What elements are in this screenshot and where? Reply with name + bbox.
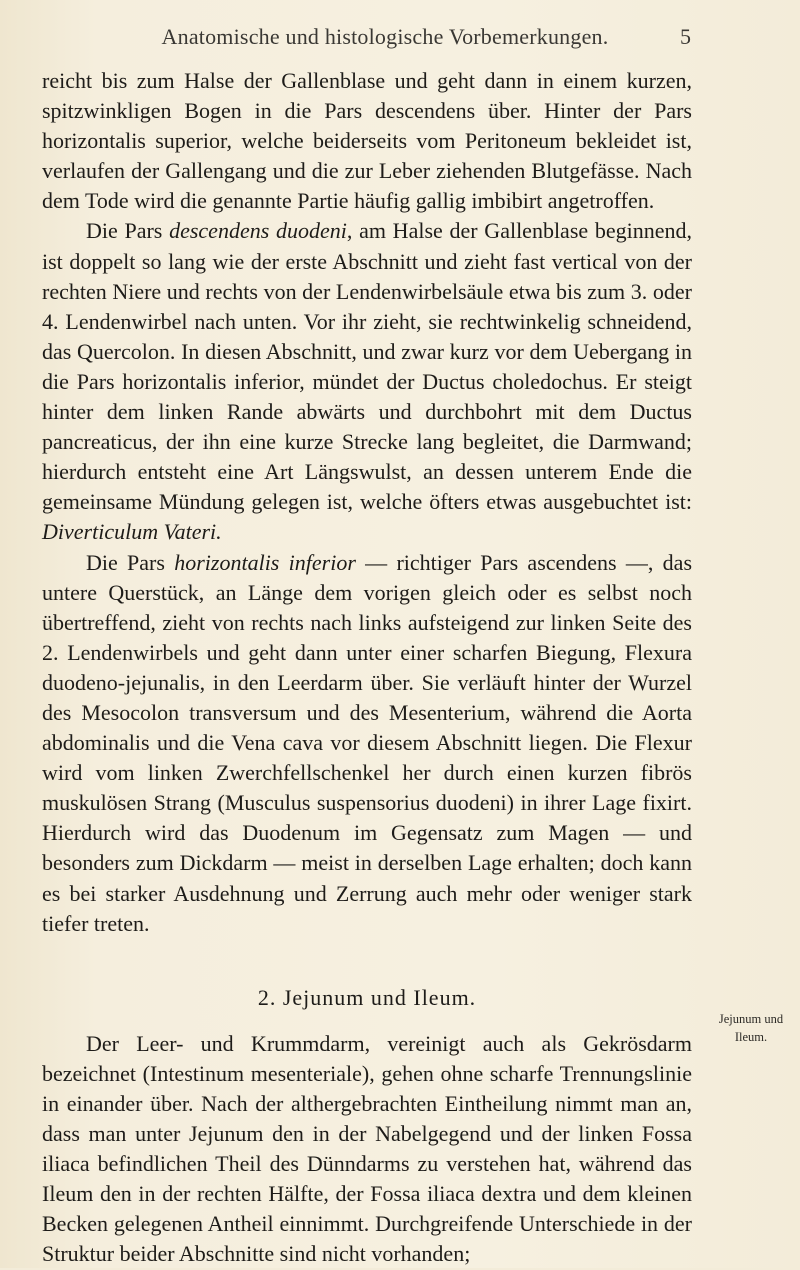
paragraph-list (42, 66, 692, 939)
italic-term: horizontalis inferior (174, 549, 356, 575)
text-segment: Die Pars (86, 218, 170, 244)
paragraph (42, 66, 692, 216)
italic-term: Diverticulum Vateri. (42, 519, 222, 545)
text-segment: reicht bis zum Halse der Gallenblase und geht dann in einem kurzen, spitzwinkligen Bogen in die Pars descendens über. Hinter der Pars horizontalis superior, welche beiderseits vom Peritoneum bekleidet ist, verlaufen der Gallengang und die zur Leber ziehenden Blutgefässe. Nach dem Tode wird die genannte Partie häufig gallig imbibirt angetroffen. (42, 68, 692, 214)
section-heading: 2. Jejunum und Ileum. (257, 984, 477, 1010)
running-head (0, 24, 800, 56)
section-paragraph: Der Leer- und Krummdarm, vereinigt auch als Gekrösdarm bezeichnet (Intestinum mesenteriale), gehen ohne scharfe Trennungslinie in einander über. Nach der althergebrachten Eintheilung nimmt man an, dass man unter Jejunum den in der Nabelgegend und der linken Fossa iliaca befindlichen Theil des Dünndarms zu verstehen hat, während das Ileum den in der rechten Hälfte, der Fossa iliaca dextra und dem kleinen Becken gelegenen Antheil einnimmt. Durchgreifende Unterschiede in der Struktur beider Abschnitte sind nicht vorhanden; (42, 1030, 692, 1267)
text-segment: Die Pars (86, 549, 175, 575)
italic-term: descendens duodeni (169, 218, 347, 244)
text-segment: — richtiger Pars ascendens —, das untere Querstück, an Länge dem vorigen gleich oder es selbst noch übertreffend, zieht von rechts nach links aufsteigend zur linken Seite des 2. Lendenwirbels und geht dann unter einer scharfen Biegung, Flexura duodeno-jejunalis, in den Leerdarm über. Sie verläuft hinter der Wurzel des Mesocolon transversum und des Mesenterium, während die Aorta abdominalis und die Vena cava vor diesem Abschnitt liegen. Die Flexur wird vom linken Zwerchfellschenkel her durch einen kurzen fibrös muskulösen Strang (Musculus suspensorius duodeni) in ihrer Lage fixirt. Hierdurch wird das Duodenum im Gegensatz zum Magen — und besonders zum Dickdarm — meist in derselben Lage erhalten; doch kann es bei starker Ausdehnung und Zerrung auch mehr oder weniger stark tiefer treten. (42, 549, 693, 936)
running-title: Anatomische und histologische Vorbemerkungen. (161, 24, 609, 49)
body-text (42, 66, 692, 1270)
paragraph (42, 548, 692, 939)
page-number: 5 (680, 24, 691, 49)
paragraph (42, 216, 692, 547)
margin-note: Jejunum und Ileum. (718, 1012, 784, 1044)
text-segment: , am Halse der Gallenblase beginnend, ist doppelt so lang wie der erste Abschnitt und zieht fast vertical von der rechten Niere und rechts von der Lendenwirbelsäule etwa bis zum 3. oder 4. Lendenwirbel nach unten. Vor ihr zieht, sie rechtwinkelig schneidend, das Quercolon. In diesen Abschnitt, und zwar kurz vor dem Uebergang in die Pars horizontalis inferior, mündet der Ductus choledochus. Er steigt hinter dem linken Rande abwärts und durchbohrt mit dem Ductus pancreaticus, der ihn eine kurze Strecke lang begleitet, die Darmwand; hierdurch entsteht eine Art Längswulst, an dessen unterem Ende die gemeinsame Mündung gelegen ist, welche öfters etwas ausgebuchtet ist: (42, 218, 693, 515)
